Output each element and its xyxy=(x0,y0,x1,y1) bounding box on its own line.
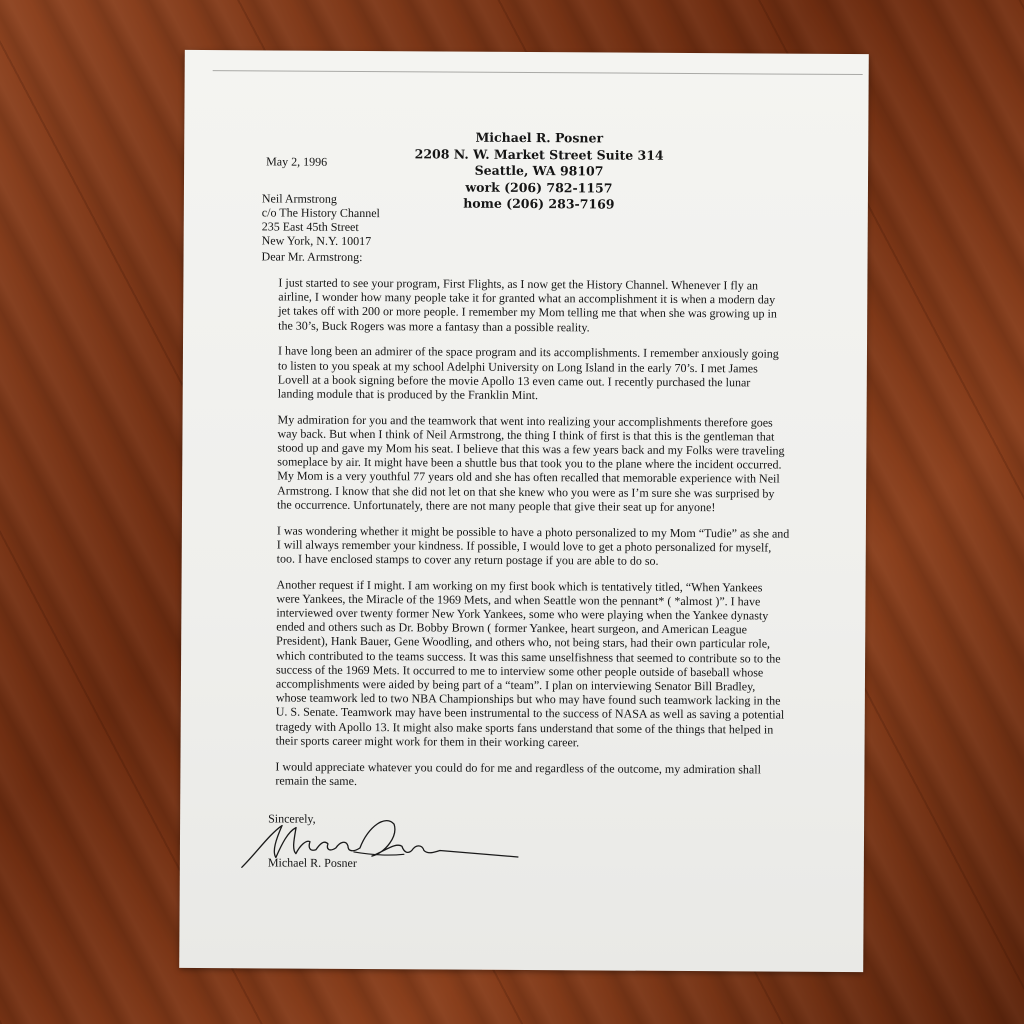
letter-body xyxy=(275,275,798,802)
paragraph-line: landing module that is produced by the Franklin Mint. xyxy=(277,386,539,403)
paragraph-line: the occurrence. Unfortunately, there are not many people that give their seat up for anyone! xyxy=(276,497,716,515)
sender-work-phone: work (206) 782-1157 xyxy=(465,179,613,196)
letter-paper xyxy=(179,50,869,972)
signer-name: Michael R. Posner xyxy=(267,855,357,870)
paragraph-line: their sports career might work for them in their working career. xyxy=(275,733,580,750)
recipient-care-of: c/o The History Channel xyxy=(261,205,380,221)
letter-paragraph xyxy=(278,275,798,335)
paragraph-line: ended and others such as Dr. Bobby Brown ( former Yankee, heart surgeon, and American League xyxy=(276,619,747,637)
paragraph-line: I would appreciate whatever you could do for me and regardless of the outcome, my admiration shall xyxy=(275,759,761,777)
paragraph-line: success of the 1969 Mets. It occurred to me to interview some other people outside of baseball whose xyxy=(275,662,764,680)
paragraph-line: Lovell at a book signing before the movie Apollo 13 even came out. I recently purchased the lunar xyxy=(277,372,751,390)
recipient-street: 235 East 45th Street xyxy=(261,219,359,234)
paragraph-line: tragedy with Apollo 13. It might also make sports fans understand that some of the things that helped in xyxy=(275,719,774,737)
paragraph-line: someplace by air. It might have been a shuttle bus that took you to the plane where the incident occurred. xyxy=(277,454,782,472)
paragraph-line: accomplishments were aided by being part of a “team”. I plan on interviewing Senator Bill Bradley, xyxy=(275,676,756,694)
sender-home-phone: home (206) 283-7169 xyxy=(463,195,615,212)
letter-paragraph xyxy=(277,412,798,515)
recipient-address xyxy=(262,191,380,248)
paragraph-line: the 30’s, Buck Rogers was more a fantasy than a possible reality. xyxy=(278,318,590,335)
paragraph-line: I just started to see your program, First Flights, as I now get the History Channel. Whenever I fly an xyxy=(278,275,759,293)
paragraph-line: Another request if I might. I am working on my first book which is tentatively titled, “When Yankees xyxy=(276,577,763,595)
paragraph-line: Armstrong. I know that she did not let on that she knew who you were as I’m sure she was surprised by xyxy=(277,483,775,501)
top-rule-line xyxy=(213,70,863,75)
paragraph-line: My Mom is a very youthful 77 years old and she has often recalled that memorable experience with Neil xyxy=(277,468,780,486)
paragraph-line: interviewed over twenty former New York Yankees, some who were playing when the Yankee dynasty xyxy=(276,605,769,623)
paragraph-line: too. I have enclosed stamps to cover any return postage if you are able to do so. xyxy=(276,551,659,568)
paragraph-line: to listen to you speak at my school Adelphi University on Long Island in the early 70’s. I met James xyxy=(277,358,758,375)
paragraph-line: were Yankees, the Miracle of the 1969 Mets, and when Seattle won the pennant* ( *almost )”. I have xyxy=(276,591,761,609)
paragraph-line: I have long been an admirer of the space program and its accomplishments. I remember anxiously going xyxy=(277,343,779,361)
recipient-city: New York, N.Y. 10017 xyxy=(261,233,372,249)
letter-date: May 2, 1996 xyxy=(266,154,328,169)
paragraph-line: airline, I wonder how many people take it for granted what an accomplishment it is when a modern day xyxy=(278,289,776,307)
closing: Sincerely, xyxy=(268,811,316,826)
sender-name: Michael R. Posner xyxy=(475,129,604,146)
letter-paragraph xyxy=(278,344,798,404)
paragraph-line: which contributed to the teams success. It was this same unselfishness that seemed to contribute so to the xyxy=(276,648,781,666)
paragraph-line: way back. But when I think of Neil Armstrong, the thing I think of first is that this is the gentleman that xyxy=(277,426,775,444)
paragraph-line: I will always remember your kindness. If possible, I would love to get a photo personalized for myself, xyxy=(276,537,772,555)
paragraph-line: My admiration for you and the teamwork that went into realizing your accomplishments therefore goes xyxy=(277,412,773,430)
paragraph-line: remain the same. xyxy=(275,773,358,788)
letter-paragraph xyxy=(275,759,795,791)
letter-paragraph xyxy=(276,577,797,751)
recipient-name: Neil Armstrong xyxy=(261,191,337,206)
paragraph-line: I was wondering whether it might be possible to have a photo personalized to my Mom “Tudie” as she and xyxy=(276,523,790,541)
sender-city: Seattle, WA 98107 xyxy=(474,162,604,179)
paragraph-line: jet takes off with 200 or more people. I remember my Mom telling me that when she was growing up in xyxy=(278,303,777,321)
paragraph-line: U. S. Senate. Teamwork may have been instrumental to the success of NASA as well as saving a potential xyxy=(275,704,785,723)
salutation: Dear Mr. Armstrong: xyxy=(261,249,363,265)
letterhead xyxy=(384,129,694,213)
sender-street: 2208 N. W. Market Street Suite 314 xyxy=(414,145,664,163)
paragraph-line: whose teamwork led to two NBA Championships but who may have found such teamwork lacking in the xyxy=(275,690,781,708)
paragraph-line: stood up and gave my Mom his seat. I believe that this was a few years back and my Folks were traveling xyxy=(277,440,785,458)
letter-paragraph xyxy=(277,523,797,569)
paragraph-line: President), Hank Bauer, Gene Woodling, and others who, not being stars, had their own particular role, xyxy=(276,633,771,651)
